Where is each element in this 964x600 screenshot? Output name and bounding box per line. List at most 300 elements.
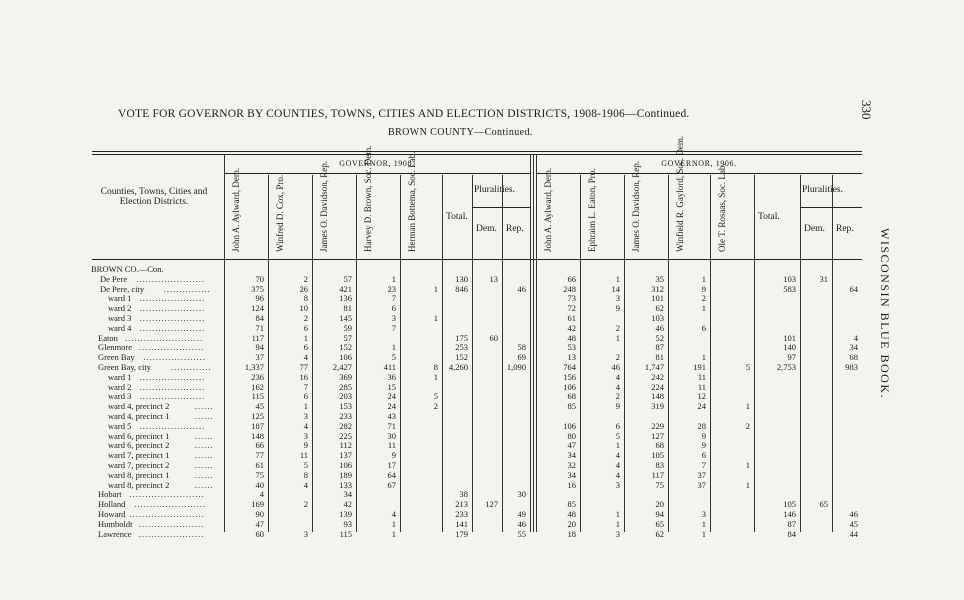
table-cell: 90 xyxy=(255,509,264,519)
table-cell: 48 xyxy=(567,509,576,519)
table-cell: 37 xyxy=(697,479,706,490)
table-cell: 983 xyxy=(845,362,858,372)
leader-dots: .................... xyxy=(143,352,206,363)
table-cell: 282 xyxy=(339,420,352,431)
table-cell: 64 xyxy=(387,469,396,480)
column-heading: Dem. xyxy=(476,224,497,234)
table-row xyxy=(0,432,964,441)
table-cell: 2,753 xyxy=(776,362,796,372)
table-row xyxy=(0,481,964,490)
table-cell: 103 xyxy=(651,313,664,323)
table-cell: 53 xyxy=(567,342,576,353)
table-cell: 105 xyxy=(783,499,796,510)
table-cell: 97 xyxy=(787,352,796,363)
table-row xyxy=(0,530,964,539)
table-cell: 37 xyxy=(697,469,706,480)
table-cell: 233 xyxy=(339,411,352,421)
table-cell: 242 xyxy=(651,371,664,382)
table-cell: 11 xyxy=(299,450,308,461)
table-cell: 162 xyxy=(251,381,264,392)
table-cell: 80 xyxy=(567,430,576,441)
table-cell: 23 xyxy=(387,283,396,294)
row-label: ward 1 xyxy=(108,293,132,304)
column-heading: Dem. xyxy=(804,224,825,234)
table-cell: 46 xyxy=(517,283,526,294)
table-cell: 84 xyxy=(255,313,264,323)
table-cell: 115 xyxy=(339,528,352,539)
leader-dots: ..................... xyxy=(139,391,206,402)
plur-1906-rule xyxy=(800,207,862,208)
table-cell: 9 xyxy=(701,430,706,441)
table-cell: 7 xyxy=(391,322,396,333)
leader-dots: ...... xyxy=(194,401,214,412)
table-cell: 3 xyxy=(391,313,396,323)
column-heading: Ephraim L. Eaton, Pro. xyxy=(587,168,597,252)
table-cell: 236 xyxy=(251,371,264,382)
table-cell: 45 xyxy=(255,401,264,412)
table-cell: 5 xyxy=(433,391,438,402)
row-label: ward 7, precinct 2 xyxy=(108,460,170,470)
table-cell: 68 xyxy=(567,391,576,402)
table-cell: 48 xyxy=(567,332,576,343)
table-cell: 9 xyxy=(615,401,620,412)
table-cell: 75 xyxy=(655,479,664,490)
table-cell: 6 xyxy=(701,322,706,333)
table-cell: 3 xyxy=(303,411,308,421)
table-row xyxy=(0,510,964,519)
table-cell: 6 xyxy=(303,342,308,353)
leader-dots: ...................... xyxy=(136,273,205,284)
table-cell: 145 xyxy=(339,313,352,323)
table-row xyxy=(0,373,964,382)
table-cell: 61 xyxy=(567,313,576,323)
column-heading: Herman Bottema, Soc. Lab. xyxy=(407,151,417,252)
table-cell: 68 xyxy=(655,440,664,451)
row-label: ward 2 xyxy=(108,381,132,392)
leader-dots: ..................... xyxy=(139,322,206,333)
leader-dots: ....................... xyxy=(134,499,207,510)
leader-dots: ............. xyxy=(171,362,212,372)
table-cell: 141 xyxy=(455,518,468,529)
table-cell: 2 xyxy=(433,401,438,412)
table-row xyxy=(0,441,964,450)
running-head: WISCONSIN BLUE BOOK. xyxy=(878,228,892,399)
table-cell: 81 xyxy=(655,352,664,363)
table-cell: 60 xyxy=(255,528,264,539)
table-cell: 4 xyxy=(303,352,308,363)
table-cell: 4 xyxy=(615,371,620,382)
table-cell: 285 xyxy=(339,381,352,392)
table-cell: 34 xyxy=(343,489,352,500)
table-cell: 6 xyxy=(391,303,396,314)
table-cell: 1 xyxy=(745,479,750,490)
row-label: Green Bay, city xyxy=(98,362,152,372)
table-cell: 94 xyxy=(655,509,664,519)
table-cell: 16 xyxy=(299,371,308,382)
table-cell: 58 xyxy=(517,342,526,353)
table-cell: 35 xyxy=(655,273,664,284)
table-cell: 3 xyxy=(303,430,308,441)
page-subtitle: BROWN COUNTY—Continued. xyxy=(388,127,533,138)
table-cell: 1 xyxy=(433,283,438,294)
table-row xyxy=(0,324,964,333)
table-cell: 32 xyxy=(567,460,576,470)
leader-dots: ......................... xyxy=(125,332,204,343)
table-cell: 9 xyxy=(701,440,706,451)
plurality-heading-1906: Pluralities. xyxy=(802,185,843,195)
leader-dots: ...... xyxy=(194,430,214,441)
table-cell: 34 xyxy=(567,450,576,461)
table-cell: 1 xyxy=(701,528,706,539)
table-cell: 1 xyxy=(615,518,620,529)
table-cell: 81 xyxy=(343,303,352,314)
group-1906-rule xyxy=(536,173,862,174)
table-cell: 583 xyxy=(783,283,796,294)
header-bottom-rule xyxy=(92,259,862,260)
table-cell: 213 xyxy=(455,499,468,510)
table-cell: 9 xyxy=(391,450,396,461)
row-label: Glenmore xyxy=(98,342,132,353)
table-cell: 2 xyxy=(615,322,620,333)
table-cell: 62 xyxy=(655,303,664,314)
table-cell: 9 xyxy=(303,440,308,451)
table-cell: 3 xyxy=(701,509,706,519)
column-heading: Total. xyxy=(758,212,780,222)
column-heading: Rep. xyxy=(836,224,854,234)
table-row xyxy=(0,304,964,313)
row-label: Holland xyxy=(98,499,126,510)
table-cell: 84 xyxy=(787,528,796,539)
table-cell: 1 xyxy=(303,401,308,412)
stub-column-heading: Counties, Towns, Cities and Election Districts. xyxy=(100,187,208,207)
section-row xyxy=(0,265,964,274)
table-cell: 11 xyxy=(697,371,706,382)
table-cell: 7 xyxy=(391,293,396,304)
table-cell: 1 xyxy=(615,273,620,284)
table-cell: 20 xyxy=(655,499,664,510)
column-heading: James O. Davidson, Rep. xyxy=(319,161,329,252)
table-cell: 1 xyxy=(391,528,396,539)
table-cell: 16 xyxy=(567,479,576,490)
leader-dots: ...... xyxy=(194,411,214,421)
table-row xyxy=(0,471,964,480)
table-cell: 24 xyxy=(387,401,396,412)
table-cell: 130 xyxy=(455,273,468,284)
table-cell: 85 xyxy=(567,499,576,510)
table-cell: 49 xyxy=(517,509,526,519)
table-cell: 106 xyxy=(339,352,352,363)
table-cell: 3 xyxy=(615,293,620,304)
row-label: ward 6, precinct 1 xyxy=(108,430,170,441)
leader-dots: ............... xyxy=(163,283,211,294)
group-1908-rule xyxy=(224,173,530,174)
leader-dots: ..................... xyxy=(139,293,206,304)
table-cell: 248 xyxy=(563,283,576,294)
table-cell: 55 xyxy=(517,528,526,539)
table-cell: 1 xyxy=(391,273,396,284)
table-cell: 5 xyxy=(303,460,308,470)
table-cell: 15 xyxy=(387,381,396,392)
table-cell: 26 xyxy=(299,283,308,294)
table-cell: 106 xyxy=(563,420,576,431)
leader-dots: ...... xyxy=(194,479,214,490)
row-label: ward 3 xyxy=(108,313,132,323)
table-cell: 66 xyxy=(567,273,576,284)
table-cell: 1 xyxy=(701,303,706,314)
leader-dots: ........................ xyxy=(129,509,205,519)
table-cell: 71 xyxy=(255,322,264,333)
table-cell: 8 xyxy=(303,469,308,480)
table-cell: 105 xyxy=(651,450,664,461)
table-cell: 764 xyxy=(563,362,576,372)
table-row xyxy=(0,422,964,431)
column-heading: Harvey D. Brown, Soc. Dem. xyxy=(363,145,373,252)
row-label: De Pere xyxy=(100,273,128,284)
table-cell: 136 xyxy=(339,293,352,304)
table-row xyxy=(0,383,964,392)
table-cell: 179 xyxy=(455,528,468,539)
table-cell: 83 xyxy=(655,460,664,470)
table-cell: 4 xyxy=(615,381,620,392)
table-cell: 40 xyxy=(255,479,264,490)
table-cell: 2 xyxy=(303,273,308,284)
column-heading: James O. Davidson, Rep. xyxy=(631,161,641,252)
table-cell: 9 xyxy=(701,283,706,294)
table-cell: 61 xyxy=(255,460,264,470)
table-cell: 44 xyxy=(849,528,858,539)
table-cell: 191 xyxy=(693,362,706,372)
table-cell: 1 xyxy=(303,332,308,343)
table-cell: 4 xyxy=(259,489,264,500)
table-cell: 124 xyxy=(251,303,264,314)
leader-dots: ..................... xyxy=(139,420,206,431)
table-cell: 42 xyxy=(567,322,576,333)
table-cell: 64 xyxy=(849,283,858,294)
table-cell: 140 xyxy=(783,342,796,353)
table-cell: 77 xyxy=(299,362,308,372)
table-cell: 13 xyxy=(489,273,498,284)
table-cell: 1 xyxy=(615,332,620,343)
table-cell: 1 xyxy=(391,518,396,529)
table-cell: 59 xyxy=(343,322,352,333)
table-cell: 72 xyxy=(567,303,576,314)
table-cell: 5 xyxy=(745,362,750,372)
table-cell: 11 xyxy=(697,381,706,392)
table-cell: 7 xyxy=(303,381,308,392)
table-cell: 175 xyxy=(455,332,468,343)
table-cell: 115 xyxy=(251,391,264,402)
column-heading: Winfred D. Cox, Pro. xyxy=(275,174,285,252)
table-cell: 148 xyxy=(251,430,264,441)
table-cell: 133 xyxy=(339,479,352,490)
table-cell: 127 xyxy=(651,430,664,441)
table-cell: 2 xyxy=(615,391,620,402)
table-cell: 28 xyxy=(697,420,706,431)
table-cell: 229 xyxy=(651,420,664,431)
table-cell: 411 xyxy=(383,362,396,372)
table-cell: 73 xyxy=(567,293,576,304)
table-cell: 3 xyxy=(615,528,620,539)
table-cell: 5 xyxy=(391,352,396,363)
table-row xyxy=(0,490,964,499)
table-cell: 125 xyxy=(251,411,264,421)
table-cell: 4 xyxy=(303,420,308,431)
table-row xyxy=(0,500,964,509)
table-cell: 4 xyxy=(615,450,620,461)
table-cell: 1 xyxy=(701,273,706,284)
table-cell: 24 xyxy=(387,391,396,402)
table-cell: 67 xyxy=(387,479,396,490)
page-title: VOTE FOR GOVERNOR BY COUNTIES, TOWNS, CITIES AND ELECTION DISTRICTS, 1908-1906—Continued. xyxy=(118,108,690,120)
table-cell: 146 xyxy=(783,509,796,519)
table-cell: 4 xyxy=(615,460,620,470)
table-cell: 38 xyxy=(459,489,468,500)
table-cell: 36 xyxy=(387,371,396,382)
table-cell: 4 xyxy=(391,509,396,519)
table-cell: 68 xyxy=(849,352,858,363)
table-cell: 87 xyxy=(787,518,796,529)
table-cell: 187 xyxy=(251,420,264,431)
table-cell: 2 xyxy=(303,499,308,510)
table-row xyxy=(0,314,964,323)
table-cell: 8 xyxy=(433,362,438,372)
row-label: Humboldt xyxy=(98,518,133,529)
table-cell: 253 xyxy=(455,342,468,353)
table-cell: 4,260 xyxy=(448,362,468,372)
row-label: Howard xyxy=(98,509,126,519)
group-heading-1906: GOVERNOR, 1906. xyxy=(661,159,737,168)
table-cell: 6 xyxy=(303,391,308,402)
table-cell: 2,427 xyxy=(332,362,352,372)
table-cell: 106 xyxy=(339,460,352,470)
leader-dots: ..................... xyxy=(139,381,206,392)
table-cell: 60 xyxy=(489,332,498,343)
table-cell: 71 xyxy=(387,420,396,431)
leader-dots: ...... xyxy=(194,460,214,470)
table-cell: 312 xyxy=(651,283,664,294)
table-cell: 7 xyxy=(701,460,706,470)
table-row xyxy=(0,334,964,343)
table-cell: 203 xyxy=(339,391,352,402)
table-cell: 1,337 xyxy=(244,362,264,372)
page-number: 330 xyxy=(859,100,874,120)
table-cell: 57 xyxy=(343,332,352,343)
table-cell: 46 xyxy=(517,518,526,529)
table-cell: 46 xyxy=(849,509,858,519)
table-cell: 6 xyxy=(303,322,308,333)
table-cell: 101 xyxy=(783,332,796,343)
row-label: ward 1 xyxy=(108,371,132,382)
table-cell: 34 xyxy=(849,342,858,353)
table-cell: 30 xyxy=(387,430,396,441)
table-cell: 1 xyxy=(745,460,750,470)
table-cell: 70 xyxy=(255,273,264,284)
row-label: ward 2 xyxy=(108,303,132,314)
table-top-rule xyxy=(92,151,862,152)
column-heading: Ole T. Rosaas, Soc. Lab. xyxy=(717,163,727,252)
table-cell: 2 xyxy=(615,352,620,363)
table-cell: 152 xyxy=(455,352,468,363)
leader-dots: ...... xyxy=(194,450,214,461)
table-cell: 2 xyxy=(303,313,308,323)
table-cell: 1 xyxy=(745,401,750,412)
table-cell: 66 xyxy=(255,440,264,451)
table-cell: 47 xyxy=(255,518,264,529)
leader-dots: ........................ xyxy=(129,489,205,500)
row-label: Green Bay xyxy=(98,352,135,363)
table-cell: 224 xyxy=(651,381,664,392)
table-row xyxy=(0,402,964,411)
table-cell: 139 xyxy=(339,509,352,519)
table-cell: 6 xyxy=(615,420,620,431)
table-cell: 369 xyxy=(339,371,352,382)
table-row xyxy=(0,461,964,470)
table-cell: 93 xyxy=(343,518,352,529)
table-cell: 94 xyxy=(255,342,264,353)
table-cell: 112 xyxy=(339,440,352,451)
table-cell: 43 xyxy=(387,411,396,421)
table-cell: 117 xyxy=(651,469,664,480)
row-label: ward 5 xyxy=(108,420,132,431)
table-cell: 47 xyxy=(567,440,576,451)
table-cell: 1 xyxy=(701,352,706,363)
table-cell: 62 xyxy=(655,528,664,539)
table-cell: 77 xyxy=(255,450,264,461)
row-label: ward 4, precinct 1 xyxy=(108,411,170,421)
table-row xyxy=(0,343,964,352)
table-row xyxy=(0,285,964,294)
leader-dots: ..................... xyxy=(139,371,206,382)
table-cell: 65 xyxy=(819,499,828,510)
table-cell: 13 xyxy=(567,352,576,363)
table-cell: 9 xyxy=(615,303,620,314)
table-cell: 85 xyxy=(567,401,576,412)
table-row xyxy=(0,275,964,284)
table-cell: 52 xyxy=(655,332,664,343)
plurality-heading-1908: Pluralities. xyxy=(474,185,515,195)
table-cell: 75 xyxy=(255,469,264,480)
table-top-rule-2 xyxy=(92,154,862,155)
table-cell: 31 xyxy=(819,273,828,284)
row-label: ward 7, precinct 1 xyxy=(108,450,170,461)
row-label: Eaton xyxy=(98,332,118,343)
table-cell: 127 xyxy=(485,499,498,510)
table-cell: 8 xyxy=(303,293,308,304)
row-label: ward 4 xyxy=(108,322,132,333)
table-cell: 189 xyxy=(339,469,352,480)
table-row xyxy=(0,363,964,372)
row-label: De Pere, city xyxy=(100,283,145,294)
table-cell: 375 xyxy=(251,283,264,294)
table-cell: 20 xyxy=(567,518,576,529)
table-row xyxy=(0,294,964,303)
section-label: BROWN CO.—Con. xyxy=(91,264,164,274)
leader-dots: ...... xyxy=(194,440,214,451)
table-cell: 30 xyxy=(517,489,526,500)
table-cell: 169 xyxy=(251,499,264,510)
table-cell: 96 xyxy=(255,293,264,304)
table-cell: 45 xyxy=(849,518,858,529)
table-cell: 153 xyxy=(339,401,352,412)
table-cell: 421 xyxy=(339,283,352,294)
table-row xyxy=(0,392,964,401)
table-cell: 34 xyxy=(567,469,576,480)
table-cell: 103 xyxy=(783,273,796,284)
table-cell: 37 xyxy=(255,352,264,363)
leader-dots: ..................... xyxy=(139,313,206,323)
column-heading: Winfield R. Gaylord, Soc. Dem. xyxy=(675,135,685,252)
table-row xyxy=(0,451,964,460)
